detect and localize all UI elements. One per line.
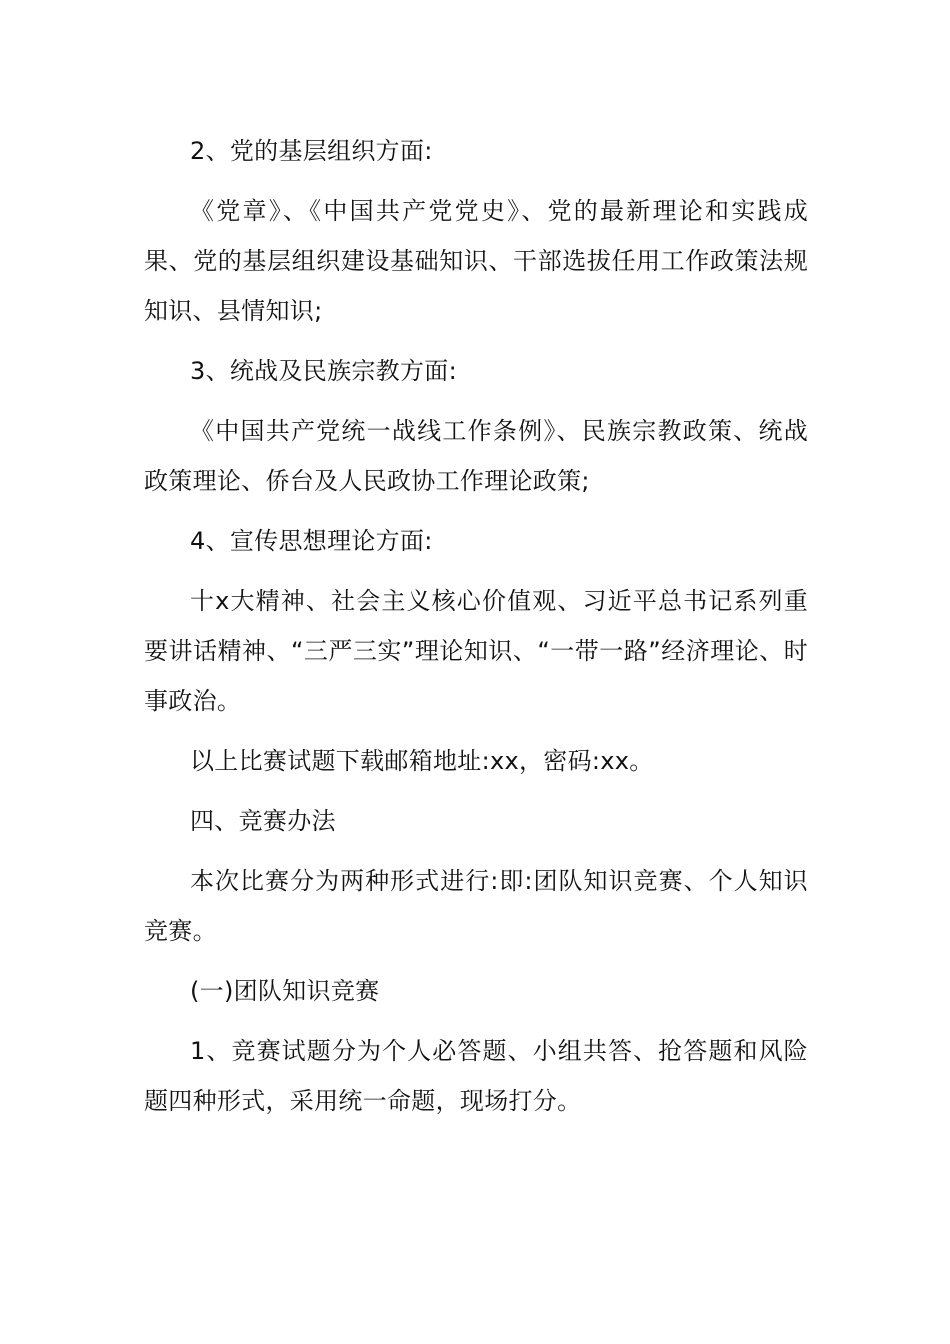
document-body (144, 126, 808, 1136)
paragraph-competition-forms: 本次比赛分为两种形式进行:即:团队知识竞赛、个人知识竞赛。 (144, 867, 808, 945)
heading-party-organization: 2、党的基层组织方面: (190, 137, 433, 165)
paragraph-party-organization-scope: 《党章》、《中国共产党党史》、党的最新理论和实践成果、党的基层组织建设基础知识、干部选拔任用工作政策法规知识、县情知识; (144, 197, 808, 325)
heading-propaganda-theory: 4、宣传思想理论方面: (190, 527, 433, 555)
paragraph-download-info: 以上比赛试题下载邮箱地址:xx，密码:xx。 (190, 747, 654, 775)
subheading-team-competition: (一)团队知识竞赛 (190, 977, 380, 1005)
paragraph-united-front-scope: 《中国共产党统一战线工作条例》、民族宗教政策、统战政策理论、侨台及人民政协工作理论政策; (144, 417, 808, 495)
paragraph-question-types: 1、竞赛试题分为个人必答题、小组共答、抢答题和风险题四种形式，采用统一命题，现场打分。 (144, 1037, 808, 1115)
section-heading-competition-method: 四、竞赛办法 (190, 807, 336, 835)
heading-united-front: 3、统战及民族宗教方面: (190, 357, 457, 385)
paragraph-propaganda-theory-scope: 十x大精神、社会主义核心价值观、习近平总书记系列重要讲话精神、“三严三实”理论知识、“一带一路”经济理论、时事政治。 (144, 587, 808, 715)
